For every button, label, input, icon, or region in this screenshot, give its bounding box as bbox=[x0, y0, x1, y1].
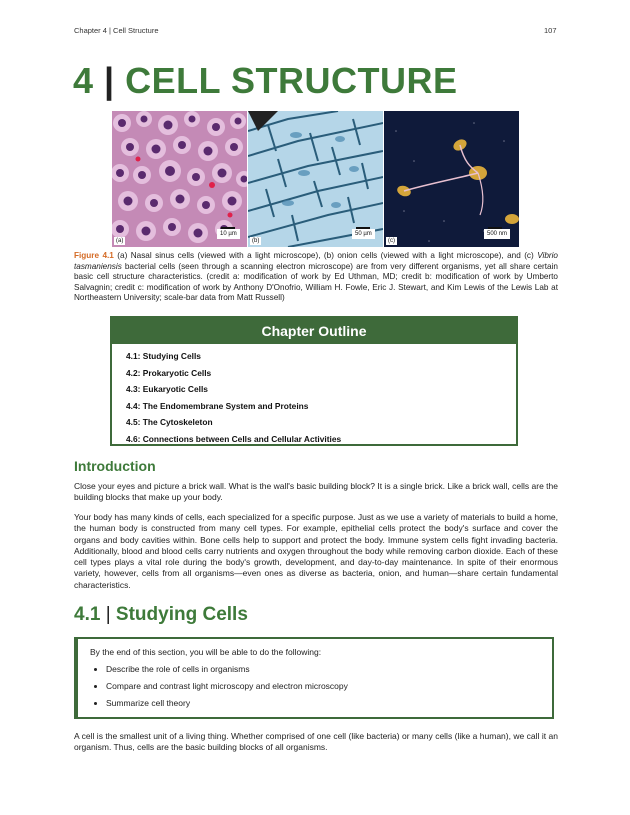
page-number: 107 bbox=[544, 26, 557, 35]
chapter-title bbox=[73, 60, 457, 102]
outline-item: 4.5: The Cytoskeleton bbox=[126, 417, 213, 428]
scale-bar-b: 50 µm bbox=[352, 229, 375, 239]
section-number: 4.1 bbox=[74, 604, 101, 625]
chapter-outline-box bbox=[110, 316, 518, 446]
panel-label-c: (c) bbox=[388, 238, 395, 244]
outline-item: 4.6: Connections between Cells and Cellular Activities bbox=[126, 433, 342, 444]
objective-item: • Compare and contrast light microscopy and electron microscopy bbox=[106, 678, 552, 695]
outline-item: 4.1: Studying Cells bbox=[126, 351, 201, 361]
section-separator: | bbox=[105, 604, 111, 625]
objectives-list bbox=[90, 661, 552, 712]
scale-bar-c: 500 nm bbox=[484, 229, 510, 239]
caption-text-2: bacterial cells (seen through a scanning electron microscope) are from very different organisms, yet all share certain basic cell structure characteristics. (credit a: modification of work by Ed Uthman, MD; credit b: modification of work by Umberto Salvagnin; credit c: modification of work by Anthony D'Onofrio, William H. Fowle, Eric J. Stewart, and Kim Lewis of the Lewis Lab at Northeastern University; scale-bar data from Matt Russell) bbox=[74, 261, 558, 303]
caption-species: Vibrio tasmaniensis bbox=[74, 251, 558, 271]
section-title-text: Studying Cells bbox=[115, 604, 248, 625]
section-paragraph-1: A cell is the smallest unit of a living thing. Whether comprised of one cell (like bacteria) or many cells (like a human), we call it an organism. Thus, cells are the basic building blocks of all organisms. bbox=[74, 731, 558, 753]
chapter-title-text: CELL STRUCTURE bbox=[125, 60, 458, 101]
intro-paragraph-2: Your body has many kinds of cells, each specialized for a specific purpose. Just as we use a variety of materials to build a home, the human body is constructed from many cell types. For example, epithelial cells protect the body's surface and cover the organs and body cavities within. Bone cells help to support and protect the body. Immune system cells fight invading bacteria. Additionally, blood and blood cells carry nutrients and oxygen throughout the body while removing carbon dioxide. Each of these cell types plays a vital role during the body's growth, development, and day-to-day maintenance. In spite of their enormous variety, however, cells from all organisms—even ones as diverse as bacteria, onion, and human—share certain fundamental characteristics. bbox=[74, 512, 558, 590]
objective-item: • Summarize cell theory bbox=[106, 695, 552, 712]
caption-text-1: (a) Nasal sinus cells (viewed with a light microscope), (b) onion cells (viewed with a light microscope), and (c) bbox=[113, 251, 538, 260]
outline-item: 4.3: Eukaryotic Cells bbox=[126, 384, 208, 395]
figure-panel-c bbox=[384, 111, 519, 247]
chapter-number: 4 bbox=[73, 60, 94, 101]
intro-paragraph-1: Close your eyes and picture a brick wall. What is the wall's basic building block? It is a single brick. Like a brick wall, cells are the building blocks that make up your body. bbox=[74, 481, 558, 503]
figure-caption bbox=[74, 251, 558, 304]
scale-bar-a: 10 µm bbox=[217, 229, 240, 239]
section-heading bbox=[74, 604, 248, 626]
panel-label-b: (b) bbox=[252, 238, 260, 244]
figure-panel-b bbox=[248, 111, 383, 247]
chapter-outline-heading: Chapter Outline bbox=[112, 318, 516, 344]
figure-label: Figure 4.1 bbox=[74, 251, 114, 260]
introduction-heading: Introduction bbox=[74, 458, 156, 474]
figure-4-1 bbox=[112, 111, 519, 247]
objective-item: • Describe the role of cells in organisms bbox=[106, 661, 552, 678]
running-header: Chapter 4 | Cell Structure bbox=[74, 26, 159, 35]
title-separator: | bbox=[104, 60, 115, 101]
chapter-outline-list bbox=[112, 344, 516, 448]
objectives-intro: By the end of this section, you will be able to do the following: bbox=[90, 647, 322, 657]
outline-item: 4.2: Prokaryotic Cells bbox=[126, 367, 212, 378]
figure-panel-a bbox=[112, 111, 247, 247]
panel-label-a: (a) bbox=[116, 238, 124, 244]
outline-item: 4.4: The Endomembrane System and Proteins bbox=[126, 400, 309, 411]
learning-objectives-box bbox=[74, 637, 554, 719]
